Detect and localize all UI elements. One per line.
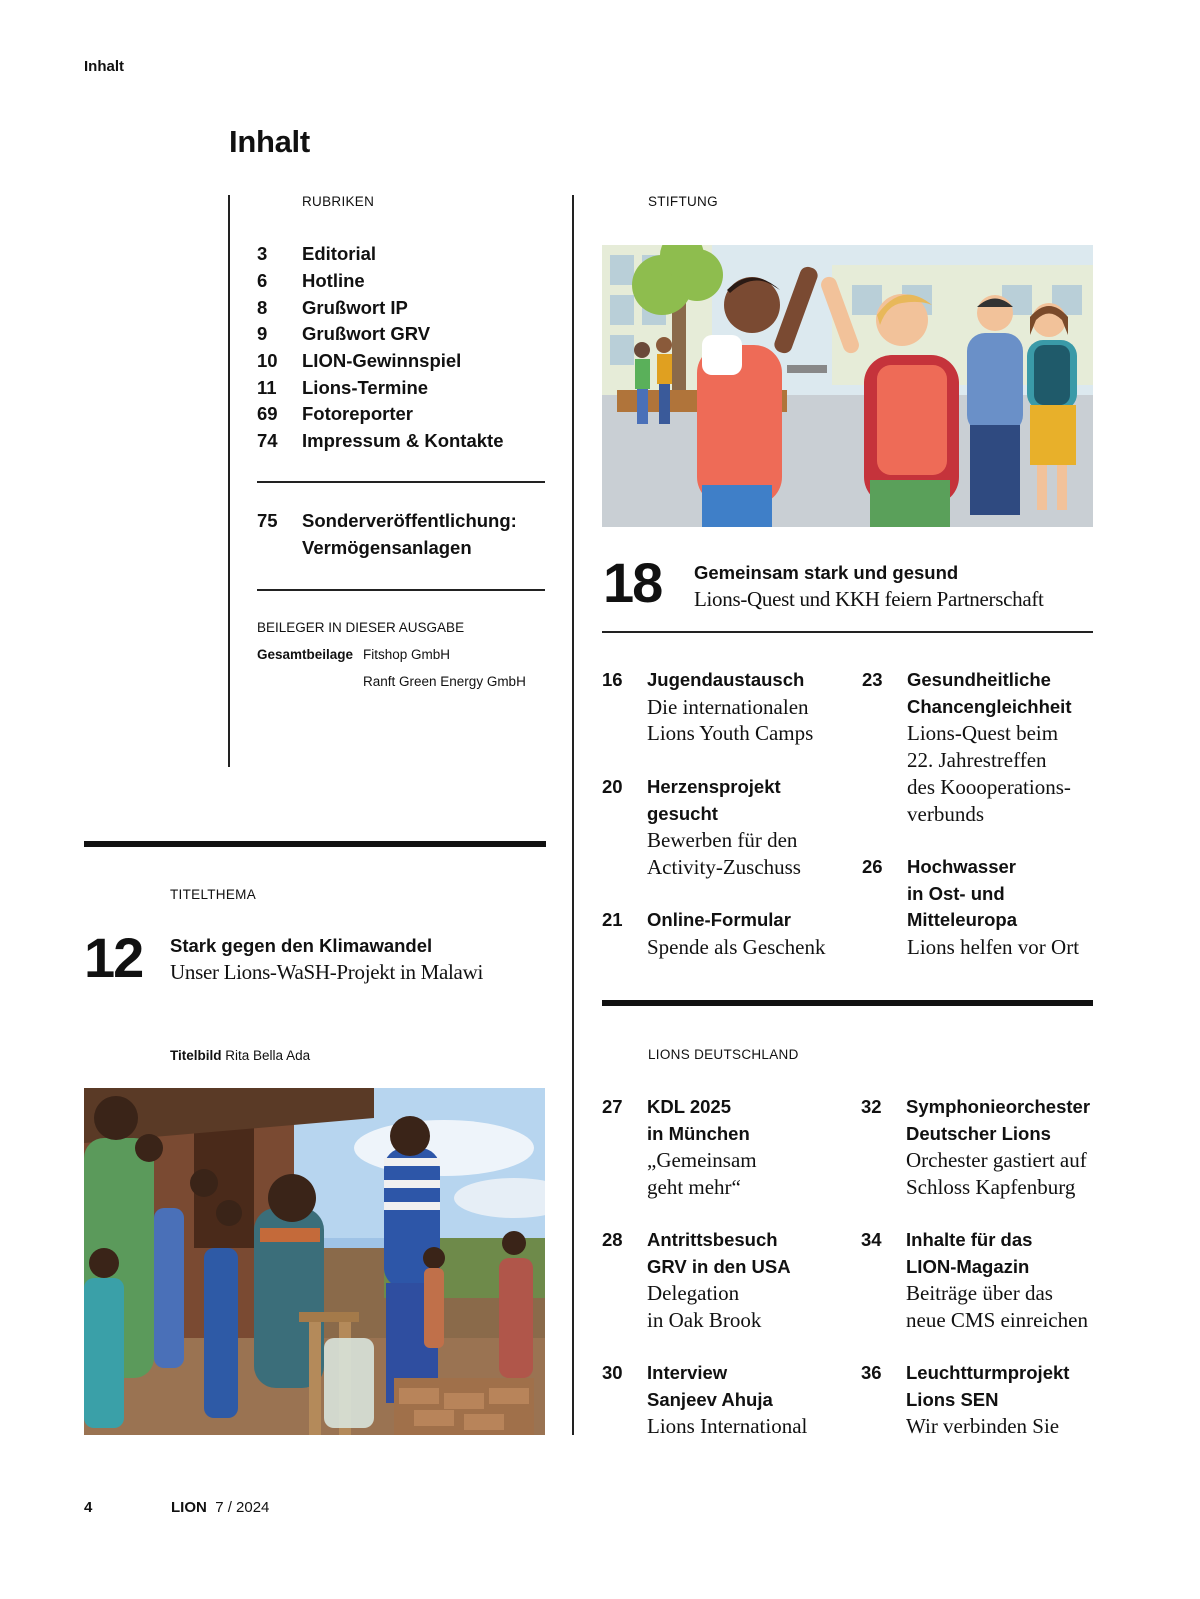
page-number: 8 (257, 296, 268, 318)
toc-entry[interactable] (862, 667, 1117, 827)
entry-title: Symphonieorchester (906, 1096, 1091, 1117)
item-title: Grußwort IP (302, 296, 408, 318)
toc-entry[interactable] (602, 1094, 857, 1201)
entry-subtitle: Schloss Kapfenburg (906, 1175, 1076, 1200)
divider-lions-deutschland (602, 1000, 1093, 1006)
page-number: 30 (602, 1362, 623, 1383)
entry-subtitle: neue CMS einreichen (906, 1308, 1088, 1333)
list-item[interactable] (257, 321, 557, 348)
page-title: Inhalt (229, 124, 310, 159)
item-title: Lions-Termine (302, 376, 429, 398)
entry-subtitle: Lions-Quest beim (907, 721, 1059, 746)
page-number: 74 (257, 430, 278, 452)
stiftung-lead-title[interactable]: Gemeinsam stark und gesund (694, 562, 959, 583)
divider-titelthema (84, 841, 546, 847)
entry-subtitle: des Koooperations- (907, 774, 1071, 799)
entry-title: KDL 2025 (647, 1096, 731, 1117)
page-number: 6 (257, 270, 268, 292)
stiftung-illustration (602, 245, 1093, 527)
toc-entry[interactable] (602, 1227, 857, 1334)
entry-subtitle: 22. Jahrestreffen (907, 748, 1047, 773)
cover-credit-label: Titelbild (170, 1048, 222, 1063)
toc-entry[interactable] (602, 667, 857, 747)
list-item[interactable] (257, 241, 557, 268)
page-number: 21 (602, 909, 623, 930)
entry-title: Gesundheitliche (907, 669, 1051, 690)
item-title: Fotoreporter (302, 403, 413, 425)
divider-stiftung-lead (602, 631, 1093, 633)
entry-subtitle: geht mehr“ (647, 1175, 741, 1200)
entry-title: in Ost- und (907, 882, 1005, 904)
entry-subtitle: Activity-Zuschuss (647, 855, 801, 880)
page-number: 75 (257, 510, 278, 531)
rubriken-list (257, 241, 557, 455)
item-title: Hotline (302, 270, 365, 292)
toc-entry[interactable] (602, 1360, 857, 1440)
section-label-lions-deutschland: LIONS DEUTSCHLAND (648, 1047, 799, 1062)
entry-title: Deutscher Lions (906, 1122, 1051, 1144)
cover-credit (170, 1048, 310, 1063)
entry-title: Jugendaustausch (647, 669, 805, 690)
entry-subtitle: Orchester gastiert auf (906, 1148, 1087, 1173)
item-title: Editorial (302, 243, 377, 265)
cover-credit-name: Rita Bella Ada (225, 1048, 311, 1063)
entry-subtitle: in Oak Brook (647, 1308, 762, 1333)
entry-subtitle: Lions helfen vor Ort (907, 935, 1080, 960)
page-number: 11 (257, 376, 277, 398)
entry-subtitle: Die internationalen (647, 694, 809, 719)
list-item[interactable] (257, 268, 557, 295)
section-label-beileger: BEILEGER IN DIESER AUSGABE (257, 620, 465, 635)
entry-subtitle: Beiträge über das (906, 1281, 1053, 1306)
stiftung-illustration-image (602, 245, 1093, 527)
cover-photo-image (84, 1088, 545, 1435)
entry-subtitle: „Gemeinsam (647, 1148, 757, 1173)
divider-rubriken (257, 481, 545, 483)
entry-title: Sanjeev Ahuja (647, 1388, 773, 1410)
item-title-line: Sonderveröffentlichung: (302, 510, 517, 531)
page-number: 9 (257, 323, 268, 345)
titelthema-subtitle: Unser Lions-WaSH-Projekt in Malawi (170, 960, 483, 984)
entry-title: GRV in den USA (647, 1255, 791, 1277)
divider-center (572, 195, 574, 1435)
entry-title: Hochwasser (907, 856, 1016, 877)
list-item[interactable] (257, 374, 557, 401)
entry-title: Leuchtturmprojekt (906, 1362, 1070, 1383)
stiftung-lead-page-number: 18 (603, 551, 662, 614)
toc-entry[interactable] (861, 1094, 1146, 1201)
item-title: Impressum & Kontakte (302, 430, 504, 452)
page-number: 16 (602, 669, 623, 690)
titelthema-page-number: 12 (84, 926, 143, 989)
entry-title: Herzensprojekt (647, 776, 781, 797)
footer-magazine-name: LION (171, 1499, 207, 1516)
item-title-line: Vermögensanlagen (302, 536, 472, 558)
section-label-stiftung: STIFTUNG (648, 194, 718, 209)
list-item[interactable] (257, 428, 557, 455)
entry-subtitle: Lions Youth Camps (647, 721, 814, 746)
page-number: 32 (861, 1096, 882, 1117)
entry-title: Lions SEN (906, 1388, 999, 1410)
item-title: Grußwort GRV (302, 323, 431, 345)
entry-title: Inhalte für das (906, 1229, 1033, 1250)
page-number: 28 (602, 1229, 623, 1250)
entry-title: Interview (647, 1362, 728, 1383)
entry-title: Antrittsbesuch (647, 1229, 778, 1250)
entry-subtitle: Spende als Geschenk (647, 934, 826, 959)
beileger-key: Gesamtbeilage (257, 647, 354, 662)
toc-entry[interactable] (861, 1360, 1146, 1440)
entry-subtitle: Wir verbinden Sie (906, 1414, 1060, 1439)
entry-title: LION-Magazin (906, 1255, 1030, 1277)
page-number: 20 (602, 776, 623, 797)
toc-entry[interactable] (862, 854, 1117, 961)
entry-title: gesucht (647, 802, 718, 824)
divider-left-column (228, 195, 230, 767)
page-number: 69 (257, 403, 278, 425)
divider-sonder (257, 589, 545, 591)
beileger-value: Ranft Green Energy GmbH (363, 674, 526, 689)
entry-subtitle: Delegation (647, 1281, 740, 1306)
toc-entry[interactable] (602, 907, 857, 960)
item-title (302, 508, 517, 561)
section-label-rubriken: RUBRIKEN (302, 194, 375, 209)
titelthema-title[interactable]: Stark gegen den Klimawandel (170, 935, 433, 956)
page-number: 34 (861, 1229, 882, 1250)
toc-entry[interactable] (861, 1227, 1146, 1334)
cover-photo (84, 1088, 545, 1435)
entry-title: Chancengleichheit (907, 695, 1072, 717)
section-label-titelthema: TITELTHEMA (170, 887, 257, 902)
entry-title: Mitteleuropa (907, 909, 1017, 931)
page-number: 36 (861, 1362, 882, 1383)
footer-issue: 7 / 2024 (215, 1499, 270, 1516)
entry-title: Online-Formular (647, 909, 791, 930)
page-number: 26 (862, 856, 883, 877)
page-number: 3 (257, 243, 268, 265)
page-number: 23 (862, 669, 883, 690)
item-title: LION-Gewinnspiel (302, 350, 462, 372)
page-number: 27 (602, 1096, 623, 1117)
entry-subtitle: Lions International (647, 1414, 808, 1439)
list-item[interactable] (257, 294, 557, 321)
list-item[interactable] (257, 348, 557, 375)
footer-page-number: 4 (84, 1499, 93, 1516)
toc-entry[interactable] (602, 774, 857, 881)
running-head: Inhalt (84, 58, 124, 75)
beileger-value: Fitshop GmbH (363, 647, 451, 662)
page-number: 10 (257, 350, 278, 372)
list-item-sonderveroeffentlichung[interactable] (257, 508, 557, 561)
entry-subtitle: Bewerben für den (647, 828, 798, 853)
list-item[interactable] (257, 401, 557, 428)
entry-title: in München (647, 1122, 750, 1144)
entry-subtitle: verbunds (907, 801, 984, 826)
stiftung-lead-subtitle: Lions-Quest und KKH feiern Partnerschaft (694, 587, 1044, 611)
footer-magazine (171, 1499, 269, 1516)
